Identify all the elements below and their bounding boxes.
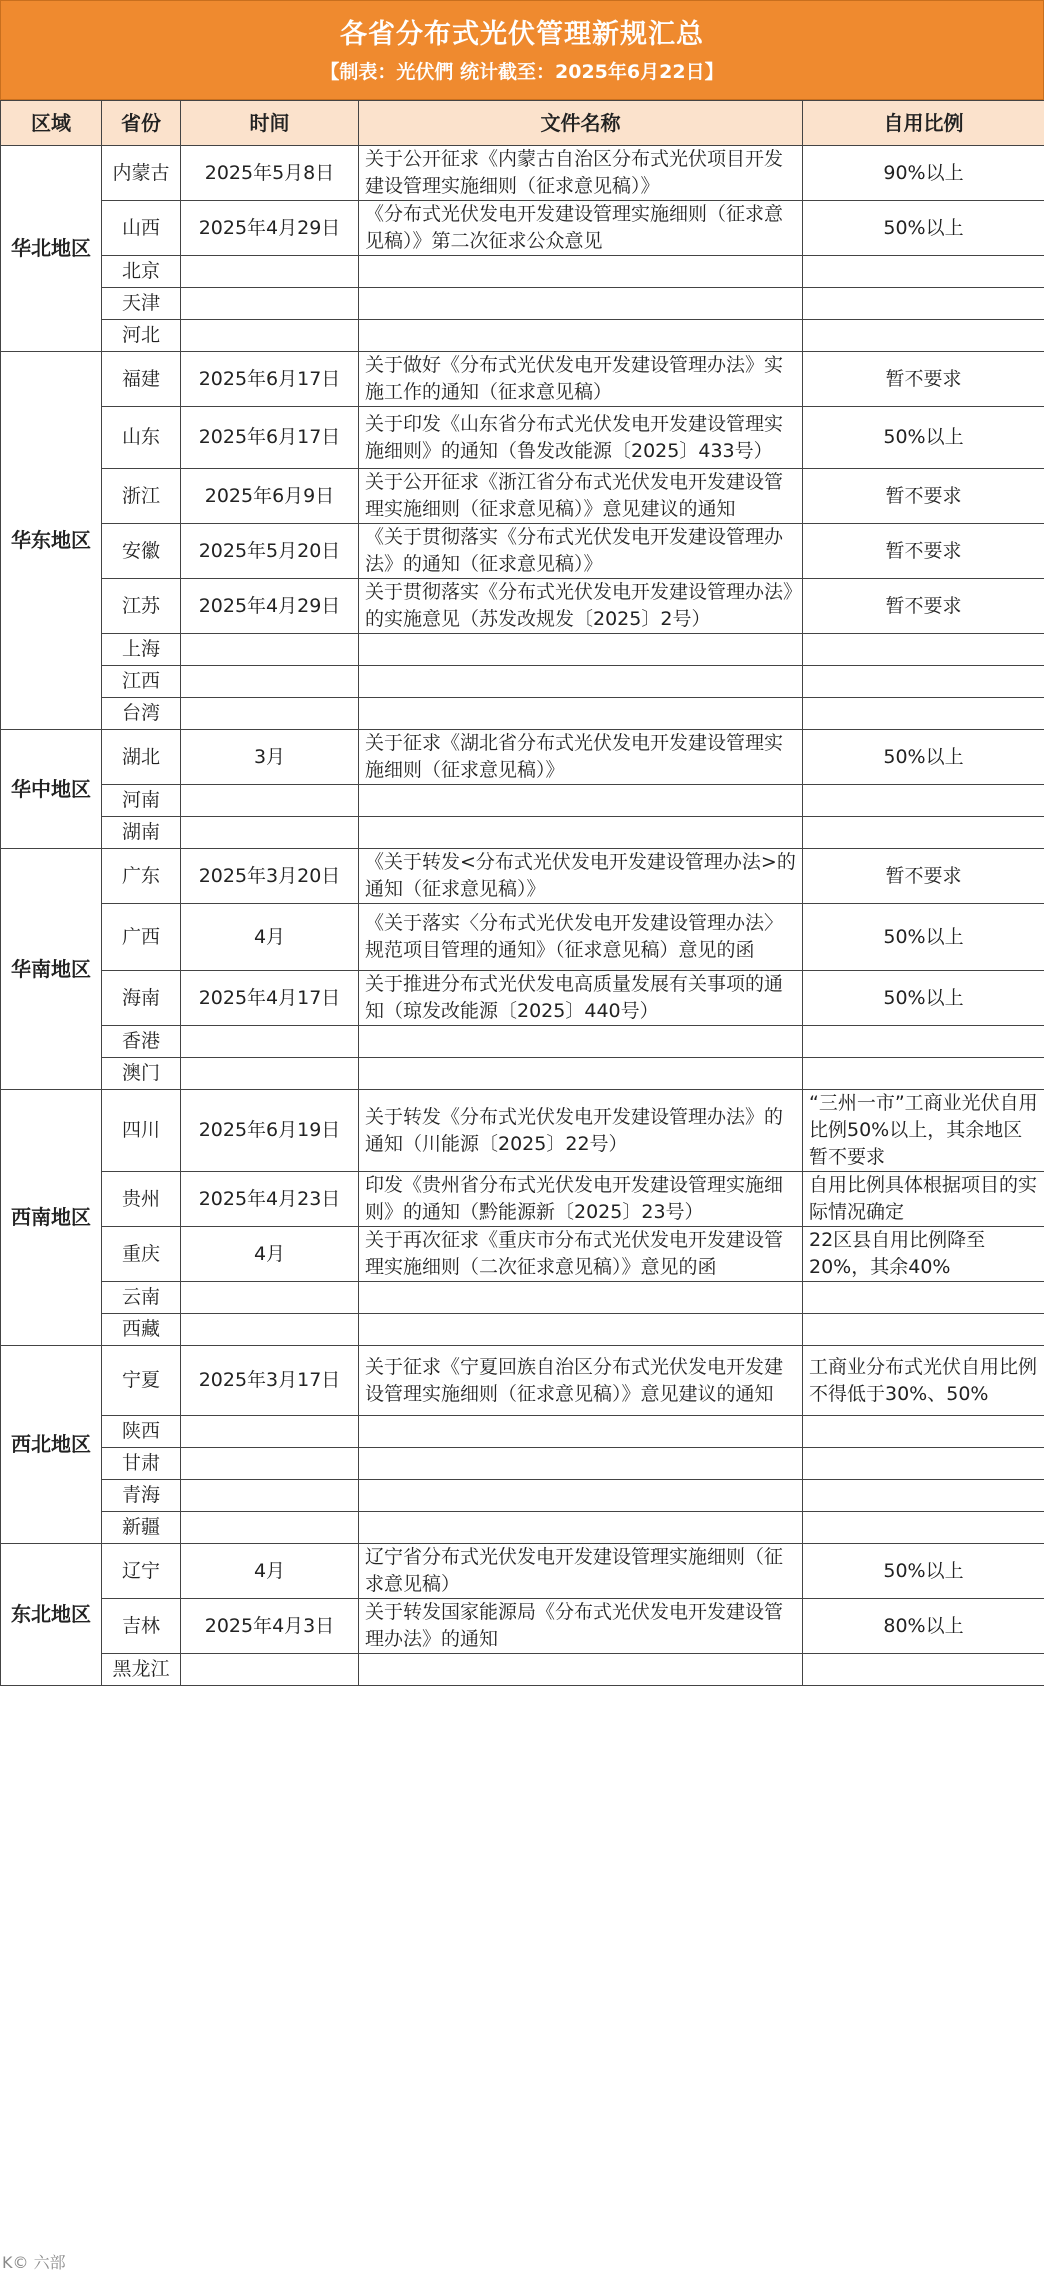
province-cell: 山东 (102, 407, 181, 469)
region-cell: 华北地区 (1, 146, 102, 352)
time-cell: 4月 (181, 1544, 359, 1599)
table-row (1, 352, 1044, 407)
table-row (1, 698, 1044, 730)
time-cell (181, 256, 359, 288)
province-cell: 澳门 (102, 1058, 181, 1090)
province-cell: 黑龙江 (102, 1654, 181, 1686)
time-cell (181, 1314, 359, 1346)
table-row (1, 1346, 1044, 1416)
province-cell: 江苏 (102, 579, 181, 634)
table-row (1, 469, 1044, 524)
ratio-cell (803, 1480, 1044, 1512)
document-cell: 关于贯彻落实《分布式光伏发电开发建设管理办法》的实施意见（苏发改规发〔2025〕2号） (359, 579, 803, 634)
ratio-cell (803, 256, 1044, 288)
column-header-document: 文件名称 (359, 101, 803, 146)
ratio-cell: 50%以上 (803, 971, 1044, 1026)
table-row (1, 1058, 1044, 1090)
region-cell: 华南地区 (1, 849, 102, 1090)
time-cell: 2025年5月20日 (181, 524, 359, 579)
province-cell: 福建 (102, 352, 181, 407)
table-row (1, 1172, 1044, 1227)
time-cell: 2025年5月8日 (181, 146, 359, 201)
ratio-cell: 80%以上 (803, 1599, 1044, 1654)
province-cell: 广东 (102, 849, 181, 904)
column-header-time: 时间 (181, 101, 359, 146)
province-cell: 湖南 (102, 817, 181, 849)
time-cell: 2025年4月23日 (181, 1172, 359, 1227)
table-row (1, 146, 1044, 201)
time-cell: 3月 (181, 730, 359, 785)
region-cell: 华中地区 (1, 730, 102, 849)
province-cell: 四川 (102, 1090, 181, 1172)
document-cell (359, 1448, 803, 1480)
ratio-cell: 暂不要求 (803, 579, 1044, 634)
table-row (1, 201, 1044, 256)
region-cell: 华东地区 (1, 352, 102, 730)
province-cell: 内蒙古 (102, 146, 181, 201)
document-cell: 关于推进分布式光伏发电高质量发展有关事项的通知（琼发改能源〔2025〕440号） (359, 971, 803, 1026)
province-cell: 浙江 (102, 469, 181, 524)
ratio-cell: 90%以上 (803, 146, 1044, 201)
time-cell: 2025年6月9日 (181, 469, 359, 524)
province-cell: 西藏 (102, 1314, 181, 1346)
ratio-cell: 暂不要求 (803, 352, 1044, 407)
ratio-cell: 自用比例具体根据项目的实际情况确定 (803, 1172, 1044, 1227)
province-cell: 湖北 (102, 730, 181, 785)
ratio-cell: 50%以上 (803, 407, 1044, 469)
document-cell (359, 666, 803, 698)
time-cell (181, 634, 359, 666)
province-cell: 北京 (102, 256, 181, 288)
province-cell: 海南 (102, 971, 181, 1026)
province-cell: 香港 (102, 1026, 181, 1058)
time-cell: 2025年4月3日 (181, 1599, 359, 1654)
province-cell: 安徽 (102, 524, 181, 579)
document-cell: 关于征求《湖北省分布式光伏发电开发建设管理实施细则（征求意见稿）》 (359, 730, 803, 785)
document-cell: 《关于贯彻落实《分布式光伏发电开发建设管理办法》的通知（征求意见稿）》 (359, 524, 803, 579)
ratio-cell (803, 320, 1044, 352)
table-row (1, 1227, 1044, 1282)
table-row (1, 1026, 1044, 1058)
time-cell: 4月 (181, 1227, 359, 1282)
table-header-banner (0, 0, 1044, 100)
document-cell (359, 698, 803, 730)
ratio-cell (803, 1058, 1044, 1090)
province-cell: 山西 (102, 201, 181, 256)
ratio-cell: 暂不要求 (803, 524, 1044, 579)
ratio-cell: 暂不要求 (803, 849, 1044, 904)
document-cell: 《关于转发<分布式光伏发电开发建设管理办法>的通知（征求意见稿）》 (359, 849, 803, 904)
time-cell (181, 1282, 359, 1314)
time-cell: 2025年6月17日 (181, 352, 359, 407)
ratio-cell: “三州一市”工商业光伏自用比例50%以上，其余地区暂不要求 (803, 1090, 1044, 1172)
document-cell (359, 1654, 803, 1686)
province-cell: 云南 (102, 1282, 181, 1314)
province-cell: 台湾 (102, 698, 181, 730)
document-cell (359, 634, 803, 666)
watermark: K© 六部 (2, 2253, 66, 2272)
table-row (1, 1480, 1044, 1512)
province-cell: 青海 (102, 1480, 181, 1512)
regulations-table (0, 100, 1044, 1686)
ratio-cell: 50%以上 (803, 730, 1044, 785)
province-cell: 重庆 (102, 1227, 181, 1282)
column-header-province: 省份 (102, 101, 181, 146)
table-row (1, 1416, 1044, 1448)
table-body (1, 146, 1044, 1686)
table-row (1, 579, 1044, 634)
document-cell (359, 1026, 803, 1058)
document-cell: 关于转发《分布式光伏发电开发建设管理办法》的通知（川能源〔2025〕22号） (359, 1090, 803, 1172)
table-row (1, 524, 1044, 579)
ratio-cell (803, 288, 1044, 320)
ratio-cell: 工商业分布式光伏自用比例不得低于30%、50% (803, 1346, 1044, 1416)
document-cell: 《分布式光伏发电开发建设管理实施细则（征求意见稿）》第二次征求公众意见 (359, 201, 803, 256)
time-cell: 2025年4月17日 (181, 971, 359, 1026)
region-cell: 东北地区 (1, 1544, 102, 1686)
ratio-cell (803, 1282, 1044, 1314)
time-cell (181, 288, 359, 320)
region-cell: 西南地区 (1, 1090, 102, 1346)
ratio-cell (803, 634, 1044, 666)
table-row (1, 1090, 1044, 1172)
document-cell: 《关于落实〈分布式光伏发电开发建设管理办法〉规范项目管理的通知》（征求意见稿）意见的函 (359, 904, 803, 971)
ratio-cell (803, 666, 1044, 698)
document-cell (359, 785, 803, 817)
time-cell (181, 1026, 359, 1058)
time-cell (181, 785, 359, 817)
ratio-cell (803, 817, 1044, 849)
column-header-row (1, 101, 1044, 146)
document-cell (359, 1480, 803, 1512)
table-row (1, 1544, 1044, 1599)
province-cell: 陕西 (102, 1416, 181, 1448)
ratio-cell: 暂不要求 (803, 469, 1044, 524)
ratio-cell (803, 1448, 1044, 1480)
table-row (1, 730, 1044, 785)
time-cell (181, 1654, 359, 1686)
document-cell: 关于印发《山东省分布式光伏发电开发建设管理实施细则》的通知（鲁发改能源〔2025〕433号） (359, 407, 803, 469)
province-cell: 江西 (102, 666, 181, 698)
column-header-ratio: 自用比例 (803, 101, 1044, 146)
province-cell: 甘肃 (102, 1448, 181, 1480)
ratio-cell: 22区县自用比例降至20%，其余40% (803, 1227, 1044, 1282)
table-row (1, 971, 1044, 1026)
column-header-region: 区域 (1, 101, 102, 146)
ratio-cell (803, 1512, 1044, 1544)
province-cell: 新疆 (102, 1512, 181, 1544)
time-cell (181, 1448, 359, 1480)
ratio-cell: 50%以上 (803, 201, 1044, 256)
time-cell (181, 666, 359, 698)
time-cell (181, 320, 359, 352)
time-cell: 2025年4月29日 (181, 201, 359, 256)
time-cell: 2025年6月17日 (181, 407, 359, 469)
ratio-cell (803, 1026, 1044, 1058)
page-subtitle: 【制表：光伏們 统计截至：2025年6月22日】 (320, 61, 724, 83)
province-cell: 天津 (102, 288, 181, 320)
table-row (1, 320, 1044, 352)
time-cell: 2025年6月19日 (181, 1090, 359, 1172)
table-row (1, 904, 1044, 971)
ratio-cell: 50%以上 (803, 1544, 1044, 1599)
time-cell: 4月 (181, 904, 359, 971)
time-cell (181, 1512, 359, 1544)
ratio-cell (803, 1654, 1044, 1686)
table-row (1, 1282, 1044, 1314)
time-cell (181, 1416, 359, 1448)
document-cell (359, 1058, 803, 1090)
document-cell (359, 288, 803, 320)
table-row (1, 1448, 1044, 1480)
document-cell: 辽宁省分布式光伏发电开发建设管理实施细则（征求意见稿） (359, 1544, 803, 1599)
province-cell: 吉林 (102, 1599, 181, 1654)
table-row (1, 1599, 1044, 1654)
ratio-cell (803, 1416, 1044, 1448)
document-cell: 关于公开征求《内蒙古自治区分布式光伏项目开发建设管理实施细则（征求意见稿）》 (359, 146, 803, 201)
province-cell: 河北 (102, 320, 181, 352)
document-cell (359, 1416, 803, 1448)
document-cell: 关于公开征求《浙江省分布式光伏发电开发建设管理实施细则（征求意见稿）》意见建议的通知 (359, 469, 803, 524)
ratio-cell: 50%以上 (803, 904, 1044, 971)
time-cell (181, 1480, 359, 1512)
ratio-cell (803, 1314, 1044, 1346)
document-cell: 印发《贵州省分布式光伏发电开发建设管理实施细则》的通知（黔能源新〔2025〕23号） (359, 1172, 803, 1227)
region-cell: 西北地区 (1, 1346, 102, 1544)
province-cell: 河南 (102, 785, 181, 817)
ratio-cell (803, 698, 1044, 730)
table-row (1, 256, 1044, 288)
document-cell (359, 817, 803, 849)
table-row (1, 849, 1044, 904)
province-cell: 宁夏 (102, 1346, 181, 1416)
province-cell: 广西 (102, 904, 181, 971)
table-row (1, 634, 1044, 666)
document-cell (359, 1512, 803, 1544)
document-cell (359, 320, 803, 352)
province-cell: 辽宁 (102, 1544, 181, 1599)
table-row (1, 1654, 1044, 1686)
time-cell (181, 698, 359, 730)
time-cell: 2025年3月20日 (181, 849, 359, 904)
time-cell: 2025年3月17日 (181, 1346, 359, 1416)
document-cell: 关于再次征求《重庆市分布式光伏发电开发建设管理实施细则（二次征求意见稿）》意见的函 (359, 1227, 803, 1282)
table-row (1, 1314, 1044, 1346)
document-cell (359, 1282, 803, 1314)
document-cell: 关于做好《分布式光伏发电开发建设管理办法》实施工作的通知（征求意见稿） (359, 352, 803, 407)
page-title: 各省分布式光伏管理新规汇总 (340, 19, 704, 50)
document-cell (359, 256, 803, 288)
province-cell: 上海 (102, 634, 181, 666)
ratio-cell (803, 785, 1044, 817)
time-cell (181, 1058, 359, 1090)
province-cell: 贵州 (102, 1172, 181, 1227)
document-cell: 关于征求《宁夏回族自治区分布式光伏发电开发建设管理实施细则（征求意见稿）》意见建议的通知 (359, 1346, 803, 1416)
table-row (1, 785, 1044, 817)
time-cell (181, 817, 359, 849)
table-row (1, 666, 1044, 698)
table-row (1, 1512, 1044, 1544)
document-cell: 关于转发国家能源局《分布式光伏发电开发建设管理办法》的通知 (359, 1599, 803, 1654)
table-row (1, 817, 1044, 849)
table-row (1, 407, 1044, 469)
time-cell: 2025年4月29日 (181, 579, 359, 634)
table-row (1, 288, 1044, 320)
document-cell (359, 1314, 803, 1346)
